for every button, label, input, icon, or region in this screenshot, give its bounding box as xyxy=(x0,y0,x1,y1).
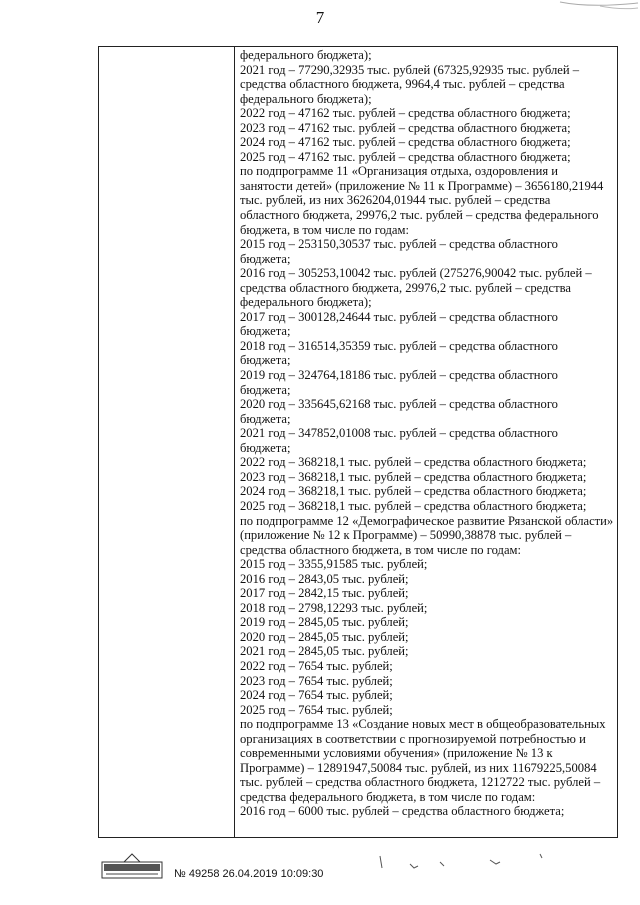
document-registration-number: № 49258 26.04.2019 10:09:30 xyxy=(174,868,324,880)
text-line: бюджета; xyxy=(240,353,291,368)
text-line: 2025 год – 368218,1 тыс. рублей – средства областного бюджета; xyxy=(240,498,587,513)
text-line: 2015 год – 3355,91585 тыс. рублей; xyxy=(240,557,428,572)
text-line: (приложение № 12 к Программе) – 50990,38878 тыс. рублей – xyxy=(240,528,572,543)
text-line: 2023 год – 368218,1 тыс. рублей – средства областного бюджета; xyxy=(240,469,587,484)
text-line: 2016 год – 6000 тыс. рублей – средства областного бюджета; xyxy=(240,804,565,819)
text-line: федерального бюджета); xyxy=(240,91,372,106)
text-line: 2020 год – 2845,05 тыс. рублей; xyxy=(240,629,409,644)
table-right-column xyxy=(235,47,619,837)
text-line: федерального бюджета); xyxy=(240,48,372,62)
footer xyxy=(100,848,620,888)
text-line: 2022 год – 47162 тыс. рублей – средства областного бюджета; xyxy=(240,106,571,121)
text-line: 2024 год – 7654 тыс. рублей; xyxy=(240,688,393,703)
text-line: 2019 год – 2845,05 тыс. рублей; xyxy=(240,615,409,630)
table-left-column xyxy=(99,47,235,837)
government-stamp-icon xyxy=(100,852,164,880)
text-line: 2021 год – 347852,01008 тыс. рублей – средства областного xyxy=(240,426,558,441)
text-line: современными условиями обучения» (приложение № 13 к xyxy=(240,746,553,761)
text-line: 2022 год – 368218,1 тыс. рублей – средства областного бюджета; xyxy=(240,455,587,470)
text-line: 2020 год – 335645,62168 тыс. рублей – средства областного xyxy=(240,397,558,412)
text-line: федерального бюджета); xyxy=(240,295,372,310)
text-line: 2016 год – 2843,05 тыс. рублей; xyxy=(240,571,409,586)
text-line: 2016 год – 305253,10042 тыс. рублей (275276,90042 тыс. рублей – xyxy=(240,266,592,281)
text-line: бюджета, в том числе по годам: xyxy=(240,222,409,237)
text-line: бюджета; xyxy=(240,440,291,455)
text-line: 2021 год – 2845,05 тыс. рублей; xyxy=(240,644,409,659)
corner-scan-artifact-icon xyxy=(550,0,640,14)
text-line: 2017 год – 2842,15 тыс. рублей; xyxy=(240,586,409,601)
text-line: 2023 год – 7654 тыс. рублей; xyxy=(240,673,393,688)
text-line: тыс. рублей – средства областного бюджета, 1212722 тыс. рублей – xyxy=(240,775,601,790)
text-line: областного бюджета, 29976,2 тыс. рублей – средства федерального xyxy=(240,208,599,223)
text-line: 2025 год – 47162 тыс. рублей – средства областного бюджета; xyxy=(240,149,571,164)
text-line: 2018 год – 316514,35359 тыс. рублей – средства областного xyxy=(240,338,558,353)
text-line: средства областного бюджета, в том числе по годам: xyxy=(240,542,522,557)
text-line: 2017 год – 300128,24644 тыс. рублей – средства областного xyxy=(240,309,558,324)
text-line: 2019 год – 324764,18186 тыс. рублей – средства областного xyxy=(240,368,558,383)
page-number: 7 xyxy=(315,8,325,27)
text-line: 2024 год – 368218,1 тыс. рублей – средства областного бюджета; xyxy=(240,484,587,499)
text-line: по подпрограмме 11 «Организация отдыха, оздоровления и xyxy=(240,164,559,179)
text-line: по подпрограмме 13 «Создание новых мест в общеобразовательных xyxy=(240,717,606,732)
text-line: по подпрограмме 12 «Демографическое развитие Рязанской области» xyxy=(240,513,614,528)
text-line: бюджета; xyxy=(240,411,291,426)
text-line: бюджета; xyxy=(240,324,291,339)
pen-marks-icon xyxy=(370,850,570,878)
text-line: средства областного бюджета, 9964,4 тыс. рублей – средства xyxy=(240,77,565,92)
text-line: 2022 год – 7654 тыс. рублей; xyxy=(240,658,393,673)
text-line: бюджета; xyxy=(240,251,291,266)
text-line: 2021 год – 77290,32935 тыс. рублей (67325,92935 тыс. рублей – xyxy=(240,62,580,77)
text-line: 2018 год – 2798,12293 тыс. рублей; xyxy=(240,600,428,615)
document-table xyxy=(98,46,618,838)
text-line: занятости детей» (приложение № 11 к Программе) – 3656180,21944 xyxy=(240,178,604,193)
text-line: 2023 год – 47162 тыс. рублей – средства областного бюджета; xyxy=(240,120,571,135)
text-line: средства областного бюджета, 29976,2 тыс. рублей – средства xyxy=(240,280,571,295)
text-line: средства федерального бюджета, в том числе по годам: xyxy=(240,789,536,804)
text-line: бюджета; xyxy=(240,382,291,397)
text-line: организациях в соответствии с прогнозируемой потребностью и xyxy=(240,731,586,746)
text-line: 2015 год – 253150,30537 тыс. рублей – средства областного xyxy=(240,237,558,252)
text-line: тыс. рублей, из них 3626204,01944 тыс. рублей – средства xyxy=(240,193,551,208)
text-line: 2024 год – 47162 тыс. рублей – средства областного бюджета; xyxy=(240,135,571,150)
text-line: 2025 год – 7654 тыс. рублей; xyxy=(240,702,393,717)
text-line: Программе) – 12891947,50084 тыс. рублей, из них 11679225,50084 xyxy=(240,760,597,775)
